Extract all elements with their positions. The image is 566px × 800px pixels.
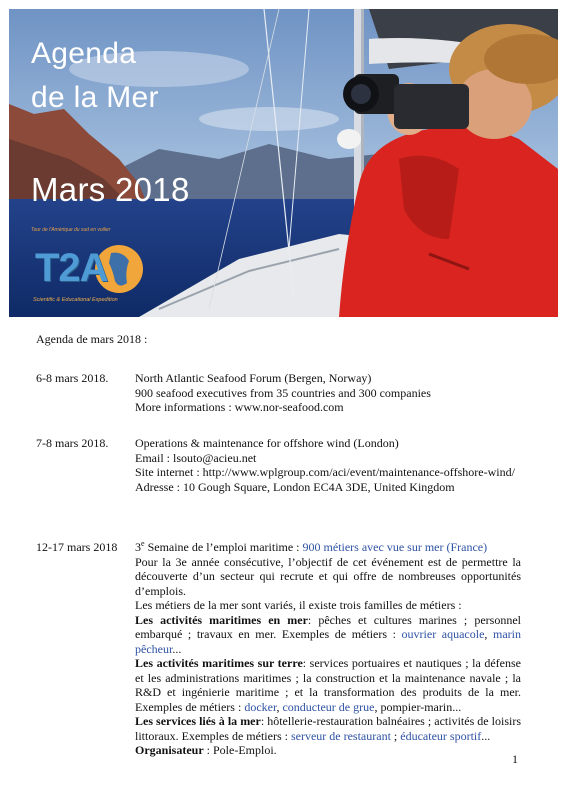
event-3-families: Les métiers de la mer sont variés, il existe trois familles de métiers : <box>135 598 462 612</box>
cover-title-line-2: de la Mer <box>31 81 159 114</box>
job-link-ouvrier-aquacole[interactable]: ouvrier aquacole <box>401 627 485 641</box>
t2a-logo: T2A <box>35 246 108 290</box>
cover-title-month: Mars 2018 <box>31 171 190 208</box>
cover-photo <box>9 9 558 317</box>
event-2-date: 7-8 mars 2018. <box>36 436 109 450</box>
family-services: Les services liés à la mer: hôtellerie-restauration balnéaires ; activités de loisirs littoraux. Exemples de métiers : serveur de restaurant ; éducateur sportif... <box>135 714 522 743</box>
event-1-title: North Atlantic Seafood Forum (Bergen, Norway) <box>135 371 372 385</box>
job-link-conducteur-de-grue[interactable]: conducteur de grue <box>282 699 375 714</box>
event-2-email: Email : lsouto@acieu.net <box>135 450 257 465</box>
event-3-intro: Pour la 3e année consécutive, l’objectif de cet événement est de permettre la découverte d’un secteur qui recrute et qui offre de nombreuses opportunités d’emplois. <box>135 554 521 598</box>
cover-title-line-1: Agenda <box>31 37 137 70</box>
event-1-date: 6-8 mars 2018. <box>36 371 109 385</box>
event-3-title: 3e Semaine de l’emploi maritime : 900 métiers avec vue sur mer (France) <box>135 539 488 554</box>
logo-subtitle: Scientific & Educational Expedition <box>33 297 118 303</box>
job-link-educateur-sportif[interactable]: éducateur sportif <box>400 728 482 743</box>
agenda-intro: Agenda de mars 2018 : <box>36 332 148 346</box>
event-1-description: 900 seafood executives from 35 countries and 300 companies <box>135 385 431 400</box>
event-1 <box>135 371 521 415</box>
event-2-website: Site internet : http://www.wplgroup.com/aci/event/maintenance-offshore-wind/ <box>135 465 515 479</box>
page-number: 1 <box>512 752 518 766</box>
cover-tagline: Tour de l'Amérique du sud en voilier <box>31 227 111 233</box>
family-land-activities: Les activités maritimes sur terre: services portuaires et nautiques ; la défense et les administrations maritimes ; la construction et la maintenance navale ; la R&D et ingénierie maritime ; et la transformation des produits de la mer. Exemples de métiers : docker, conducteur de grue, pompier-marin... <box>135 656 521 714</box>
event-3-organizer: Organisateur : Pole-Emploi. <box>135 743 277 757</box>
event-2-title: Operations & maintenance for offshore wind (London) <box>135 436 399 450</box>
event-1-website: More informations : www.nor-seafood.com <box>135 400 344 414</box>
job-link-docker[interactable]: docker <box>244 699 277 714</box>
event-2 <box>135 436 521 494</box>
event-3-date: 12-17 mars 2018 <box>36 540 118 554</box>
event-3 <box>135 540 521 758</box>
event-2-address: Adresse : 10 Gough Square, London EC4A 3DE, United Kingdom <box>135 479 455 494</box>
event-3-title-link[interactable]: 900 métiers avec vue sur mer (France) <box>302 540 488 554</box>
job-link-marin-pecheur[interactable]: marin pêcheur <box>135 627 522 656</box>
family-sea-activities: Les activités maritimes en mer: pêches et cultures marines ; personnel embarqué ; travaux en mer. Exemples de métiers : ouvrier aquacole, marin pêcheur... <box>135 612 522 656</box>
job-link-serveur-de-restaurant[interactable]: serveur de restaurant <box>290 728 391 743</box>
